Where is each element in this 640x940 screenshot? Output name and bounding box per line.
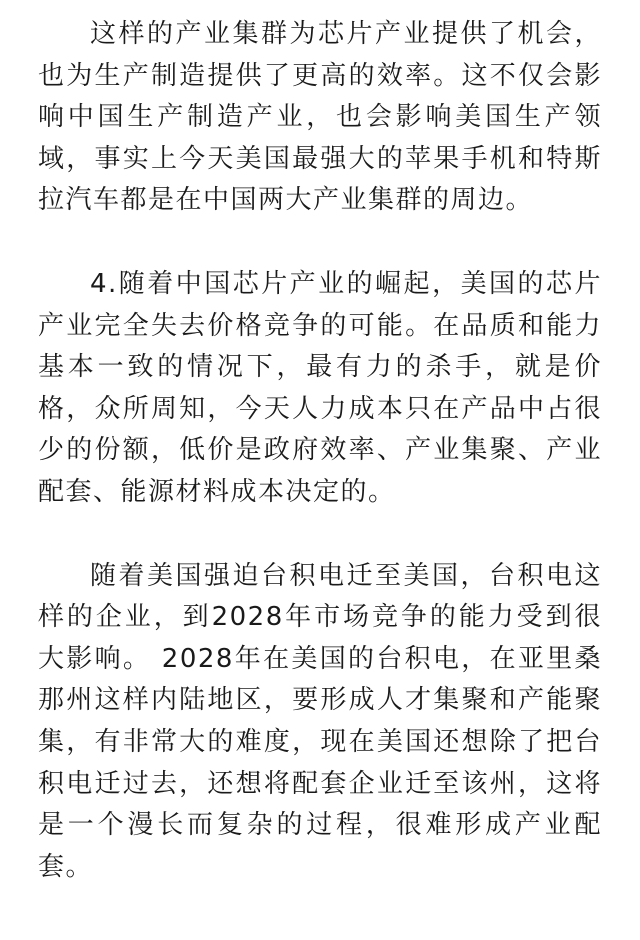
paragraph-price-competition: 4.随着中国芯片产业的崛起，美国的芯片产业完全失去价格竞争的可能。在品质和能力基本一致的情况下，最有力的杀手，就是价格，众所周知，今天人力成本只在产品中占很少的份额，低价是政府效率、产业集聚、产业配套、能源材料成本决定的。 <box>38 268 602 507</box>
article-body <box>38 14 602 888</box>
paragraph-tsmc-relocation: 随着美国强迫台积电迁至美国，台积电这样的企业，到2028年市场竞争的能力受到很大影响。 2028年在美国的台积电，在亚里桑那州这样内陆地区，要形成人才集聚和产能聚集，有非常大的难度，现在美国还想除了把台积电迁过去，还想将配套企业迁至该州，这将是一个漫长而复杂的过程，很难形成产业配套。 <box>38 560 602 882</box>
paragraph-industry-cluster: 这样的产业集群为芯片产业提供了机会，也为生产制造提供了更高的效率。这不仅会影响中国生产制造产业，也会影响美国生产领域，事实上今天美国最强大的苹果手机和特斯拉汽车都是在中国两大产业集群的周边。 <box>38 19 602 216</box>
